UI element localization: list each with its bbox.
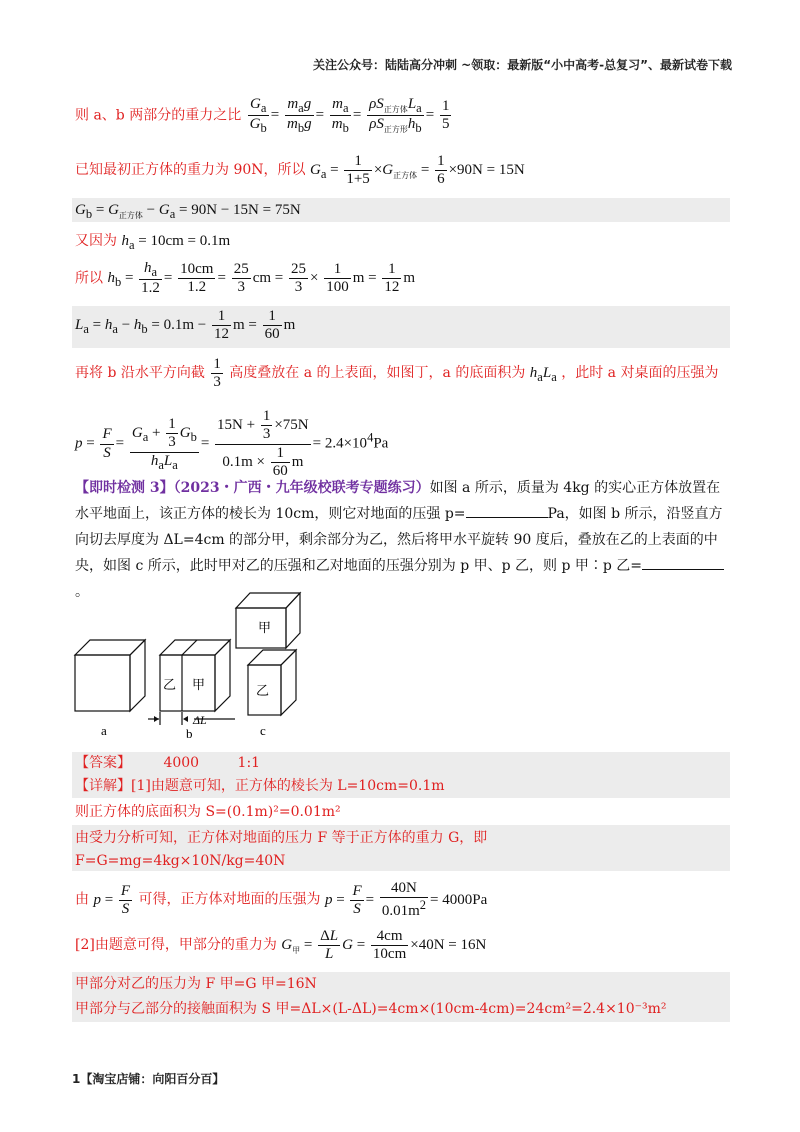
detail-tag: 【详解】: [75, 778, 131, 794]
text-stack-2: 高度叠放在 a 的上表面，如图丁，a 的底面积为: [229, 365, 526, 382]
label-jia-b: 甲: [192, 677, 206, 692]
formula-gb: $G_b = G_{正方体} - G_a = 90N - 15N = 75N$: [75, 202, 301, 221]
line-ha: [75, 231, 230, 254]
formula-ha: $h_a = 10cm = 0.1m$: [121, 233, 231, 252]
detail-line-2: 则正方体的底面积为 S=(0.1m)²=0.01m²: [75, 804, 341, 820]
answer-value-1: 4000: [163, 755, 200, 771]
question-tag: 【即时检测 3】: [75, 480, 174, 496]
label-a: a: [101, 723, 107, 738]
detail-text-5b: 可得，正方体对地面的压强为: [138, 891, 321, 908]
question-text-2: Pa，如图 b 所示，沿竖直方向切去厚度为 ΔL=4cm 的部分甲，剩余部分为乙，然后将甲水平旋转 90 度后，叠放在乙的上表面的中央，如图 c 所示，此时甲对乙的压强和乙对地面的压强分别为 p 甲、p 乙，则 p 甲∶p 乙=: [75, 506, 723, 574]
answer-tag: 【答案】: [75, 755, 131, 771]
label-yi-b: 乙: [163, 677, 177, 692]
formula-gjia: $G_甲$ = $\frac{\Delta L}{L}$ G = $\frac{4cm}{10cm}$ ×40N = 16N: [281, 928, 487, 963]
formula-third: $\frac{1}{3}$: [213, 356, 221, 391]
detail-line-6: [75, 928, 486, 964]
formula-pressure: p = $\frac{F}{S}$ = $G_a$ + $\frac{1}{3}$ $G_b$ $h_aL_a$ = 15N + $\frac{1}{3}$ ×75N 0.1m × $\frac{1}{60}$ m = $2.4\times 10^4Pa$: [75, 408, 389, 479]
detail-text-1: [1]由题意可知，正方体的棱长为 L=10cm=0.1m: [131, 778, 445, 794]
line-hb: [75, 260, 415, 298]
text-stack-1: 再将 b 沿水平方向截: [75, 365, 205, 382]
text-weight-ratio: 则 a、b 两部分的重力之比: [75, 107, 242, 124]
cube-figure: [70, 575, 310, 745]
label-delta-l: ΔL: [193, 713, 207, 727]
detail-text-5a: 由: [75, 891, 89, 908]
label-jia-c: 甲: [258, 620, 272, 635]
question-source: （2023・广西・九年级校联考专题练习）: [173, 480, 430, 496]
detail-text-6: [2]由题意可得，甲部分的重力为: [75, 937, 277, 954]
detail-line-8: 甲部分与乙部分的接触面积为 S 甲=ΔL×(L-ΔL)=4cm×(10cm-4cm)=24cm²=2.4×10⁻³m²: [75, 1001, 667, 1017]
question-text-1: 如图 a 所示，质量为 4kg 的实心正方体放置在水平地面上，该正方体的棱长为 10cm，则它对地面的压强 p=: [75, 480, 721, 522]
formula-p-def: p = $\frac{F}{S}$: [93, 882, 131, 917]
line-stack: [75, 356, 718, 392]
formula-la: $L_a = h_a - h_b = 0.1m$ − $\frac{1}{12}$ m = $\frac{1}{60}$ m: [75, 308, 296, 343]
formula-hb: $h_b$ = $\frac{h_a}{1.2}$ = $\frac{10cm}{1.2}$ = $\frac{25}{3}$ cm = $\frac{25}{3}$ × $\frac{1}{100}$ m = $\frac{1}{12}$ m: [107, 260, 416, 297]
page-footer: 1【淘宝店铺：向阳百分百】: [72, 1072, 225, 1086]
page-header: 关注公众号：陆陆高分冲刺 ~领取：最新版“小中高考-总复习”、最新试卷下载: [313, 58, 732, 72]
text-ga: 已知最初正方体的重力为 90N，所以: [75, 162, 306, 179]
answer-blank-2[interactable]: [642, 555, 724, 570]
formula-area: $h_aL_a$: [529, 365, 557, 385]
answer-value-2: 1:1: [237, 755, 261, 771]
text-hb: 所以: [75, 270, 103, 287]
label-b: b: [186, 726, 193, 741]
detail-line-4: F=G=mg=4kg×10N/kg=40N: [75, 853, 286, 869]
answer-line: [75, 754, 260, 773]
answer-blank-1[interactable]: [466, 503, 548, 518]
text-stack-3: ，此时 a 对桌面的压强为: [561, 365, 719, 382]
formula-weight-ratio: $\frac{G_a}{G_b}$ = $\frac{m_ag}{m_bg}$ = $\frac{m_a}{m_b}$ = $\frac{\rho S_{正方体}L_a}{\rho S_{正方形}h_b}$ = $\frac{1}{5}$: [249, 96, 450, 136]
detail-line-3: 由受力分析可知，正方体对地面的压力 F 等于正方体的重力 G，即: [75, 830, 488, 846]
line-ga: [75, 153, 525, 189]
detail-line-5: [75, 880, 487, 921]
line-weight-ratio: [75, 96, 453, 136]
formula-ga: $G_a$ = $\frac{1}{1+5}$ $\times G_{正方体}$ = $\frac{1}{6}$ ×90N = 15N: [309, 153, 525, 188]
detail-line-7: 甲部分对乙的压力为 F 甲=G 甲=16N: [75, 976, 317, 992]
detail-line-1: [75, 777, 445, 796]
label-yi-c: 乙: [256, 683, 270, 698]
text-ha: 又因为: [75, 233, 117, 249]
formula-p-value: p = $\frac{F}{S}$ = $\frac{40N}{0.01m^2}$ = 4000Pa: [325, 880, 488, 920]
label-c: c: [260, 723, 266, 738]
question-text-3: 。: [75, 584, 89, 600]
